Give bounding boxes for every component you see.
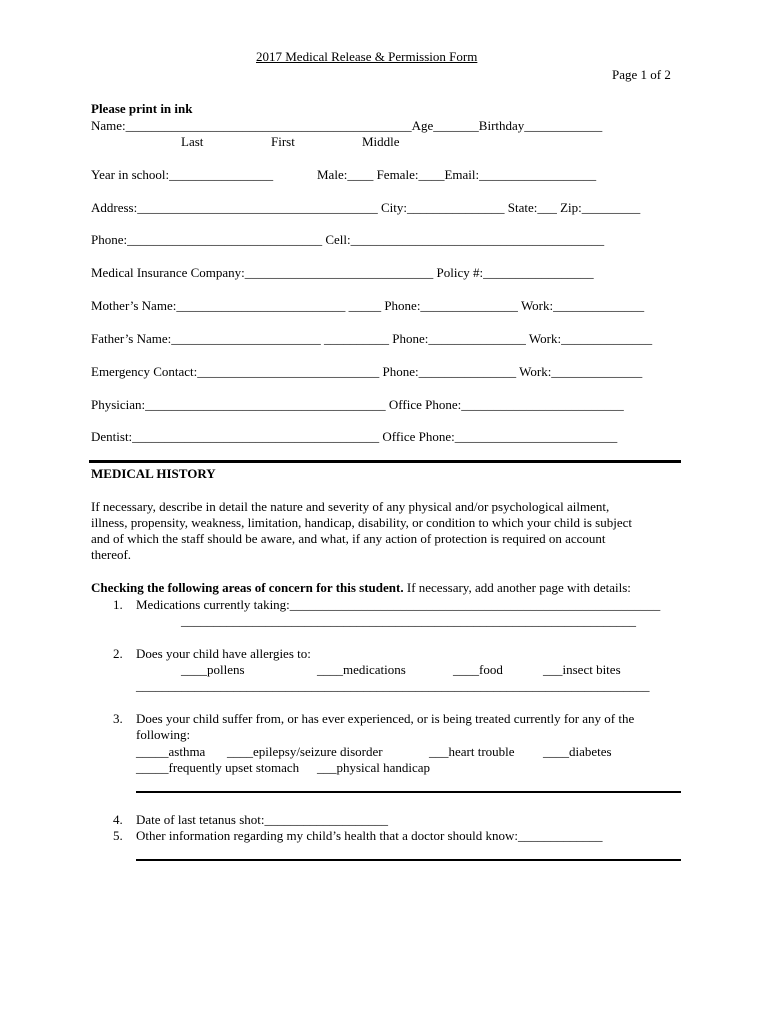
instructions: Please print in ink <box>91 101 193 116</box>
phone-cell-field[interactable]: Phone:______________________________ Cell:_______________________________________ <box>91 232 605 247</box>
allergy-food-option[interactable]: ____food <box>453 662 503 677</box>
description-line: thereof. <box>91 547 132 562</box>
allergy-pollens-option[interactable]: ____pollens <box>181 662 245 677</box>
emergency-contact-field[interactable]: Emergency Contact:____________________________ Phone:_______________ Work:______________ <box>91 364 643 379</box>
bottom-divider <box>136 859 681 861</box>
description-line: illness, propensity, weakness, limitation, handicap, disability, or condition to which your child is subject <box>91 515 632 530</box>
name-field[interactable]: Name:____________________________________________Age_______Birthday____________ <box>91 118 603 133</box>
allergy-insect-bites-option[interactable]: ___insect bites <box>543 662 621 677</box>
item-number: 5. <box>113 828 123 843</box>
condition-heart-trouble-option[interactable]: ___heart trouble <box>429 744 515 759</box>
item-number: 1. <box>113 597 123 612</box>
name-middle-label: Middle <box>362 134 400 149</box>
name-last-label: Last <box>181 134 204 149</box>
checklist-intro-bold: Checking the following areas of concern for this student. <box>91 580 404 595</box>
checklist-intro <box>91 580 631 596</box>
tetanus-date-field[interactable]: Date of last tetanus shot:___________________ <box>136 812 389 827</box>
form-title: 2017 Medical Release & Permission Form <box>256 49 478 64</box>
allergies-question: Does your child have allergies to: <box>136 646 311 661</box>
condition-epilepsy-option[interactable]: ____epilepsy/seizure disorder <box>227 744 383 759</box>
condition-diabetes-option[interactable]: ____diabetes <box>543 744 612 759</box>
medications-field[interactable]: Medications currently taking:_________________________________________________________ <box>136 597 661 612</box>
medications-field-continued[interactable]: ______________________________________________________________________ <box>181 613 636 628</box>
father-field[interactable]: Father’s Name:_______________________ __________ Phone:_______________ Work:______________ <box>91 331 653 346</box>
item-number: 3. <box>113 711 123 726</box>
item-number: 4. <box>113 812 123 827</box>
gender-email-field[interactable]: Male:____ Female:____Email:__________________ <box>317 167 597 182</box>
other-health-info-field[interactable]: Other information regarding my child’s health that a doctor should know:_____________ <box>136 828 603 843</box>
mother-field[interactable]: Mother’s Name:__________________________ _____ Phone:_______________ Work:______________ <box>91 298 645 313</box>
physician-field[interactable]: Physician:_____________________________________ Office Phone:_________________________ <box>91 397 624 412</box>
section-divider <box>89 460 681 463</box>
checklist-intro-rest: If necessary, add another page with details: <box>403 580 631 595</box>
address-field[interactable]: Address:_____________________________________ City:_______________ State:___ Zip:_________ <box>91 200 641 215</box>
condition-asthma-option[interactable]: _____asthma <box>136 744 206 759</box>
description-line: If necessary, describe in detail the nature and severity of any physical and/or psychological ailment, <box>91 499 610 514</box>
dentist-field[interactable]: Dentist:______________________________________ Office Phone:_________________________ <box>91 429 618 444</box>
allergies-details-field[interactable]: _______________________________________________________________________________ <box>136 678 650 693</box>
name-first-label: First <box>271 134 295 149</box>
conditions-divider <box>136 791 681 793</box>
condition-physical-handicap-option[interactable]: ___physical handicap <box>317 760 430 775</box>
conditions-question-continued: following: <box>136 727 191 742</box>
condition-upset-stomach-option[interactable]: _____frequently upset stomach <box>136 760 300 775</box>
year-in-school-field[interactable]: Year in school:________________ <box>91 167 274 182</box>
page-number: Page 1 of 2 <box>612 67 671 82</box>
insurance-field[interactable]: Medical Insurance Company:_____________________________ Policy #:_________________ <box>91 265 594 280</box>
item-number: 2. <box>113 646 123 661</box>
description-line: and of which the staff should be aware, and what, if any action of protection is required on account <box>91 531 606 546</box>
allergy-medications-option[interactable]: ____medications <box>317 662 406 677</box>
conditions-question: Does your child suffer from, or has ever experienced, or is being treated currently for any of the <box>136 711 635 726</box>
medical-history-heading: MEDICAL HISTORY <box>91 466 216 481</box>
